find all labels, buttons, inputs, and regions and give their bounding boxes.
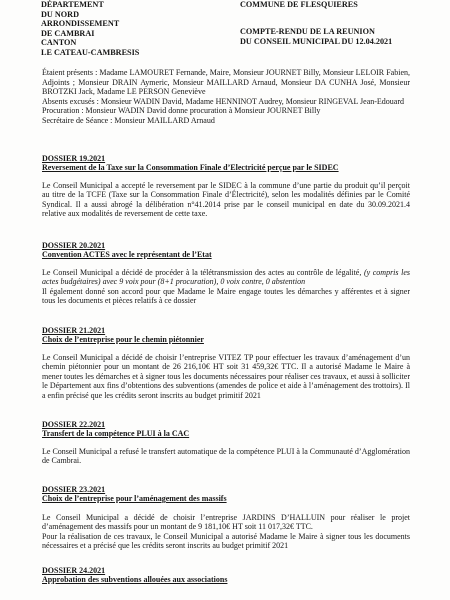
dossier-number: DOSSIER 24.2021	[42, 566, 106, 575]
dossier-paragraph: Le Conseil Municipal a décidé de choisir l’entreprise JARDINS D’HALLUIN pour réaliser le projet d’aménagement des massifs pour un montant de 9 181,10€ HT soit 11 017,32€ TTC.	[42, 513, 410, 532]
department-name-line: DU NORD	[41, 9, 79, 19]
arrondissement-line: ARRONDISSEMENT	[41, 19, 120, 28]
attendance-section	[42, 68, 410, 126]
canton-name-line: LE CATEAU-CAMBRESIS	[41, 47, 140, 57]
attendance-absents: Absents excusés : Monsieur WADIN David, Madame HENNINOT Audrey, Monsieur RINGEVAL Jean-Edouard	[42, 96, 405, 106]
dossier-body	[42, 513, 410, 551]
arrondissement-name-line: DE CAMBRAI	[41, 28, 95, 38]
report-date-line: DU CONSEIL MUNICIPAL DU 12.04.2021	[240, 36, 393, 46]
dossier-body	[42, 181, 410, 219]
dossier-paragraph: Pour la réalisation de ces travaux, le Conseil Municipal a autorisé Madame le Maire à signer tous les documents nécessaires et a précisé que les crédits seront inscrits au budget primitif 2021	[42, 531, 410, 551]
dossier-body	[42, 353, 410, 400]
dossier-number: DOSSIER 22.2021	[42, 420, 106, 429]
commune-name: COMMUNE DE FLESQUIERES	[240, 0, 358, 9]
attendance-presents: Étaient présents : Madame LAMOURET Fernande, Maire, Monsieur JOURNET Billy, Monsieur LELOIR Fabien, Adjoints ; Monsieur DRAIN Aymeric, Monsieur MAILLARD Arnaud, Monsieur DA CUNHA José, Monsieur BROTZKI Jack, Madame LE PERSON Geneviève	[42, 68, 410, 97]
attendance-secretaire: Secrétaire de Séance : Monsieur MAILLARD Arnaud	[42, 115, 215, 125]
dossier-subject: Choix de l’entreprise pour le chemin piétonnier	[42, 335, 204, 344]
dossier-subject: Approbation des subventions allouées aux associations	[42, 575, 228, 584]
vote-result: (y compris les actes budgétaires) avec 9 voix pour (8+1 procuration), 0 voix contre, 0 abstention	[42, 268, 410, 287]
dossier-number: DOSSIER 23.2021	[42, 485, 106, 494]
dossier-body	[42, 268, 410, 306]
dossier-subject: Convention ACTES avec le représentant de l’Etat	[42, 250, 212, 259]
canton-line: CANTON	[41, 38, 77, 47]
dossier-paragraph	[42, 268, 410, 287]
dossier-paragraph: Le Conseil Municipal a accepté le reversement par le SIDEC à la commune d’une partie du produit qu’il perçoit au titre de la TCFE (Taxe sur la Consommation Finale d’Électricité), selon les modalités définies par le Comité Syndical. Il a aussi abrogé la délibération n°41.2014 prise par le conseil municipal en date du 30.09.2021.4 relative aux modalités de reversement de cette taxe.	[42, 181, 410, 219]
dossier-paragraph: Le Conseil Municipal a refusé le transfert automatique de la compétence PLUI à la Communauté d’Agglomération de Cambrai.	[42, 447, 410, 466]
dossier-number: DOSSIER 21.2021	[42, 326, 106, 335]
dossier-number: DOSSIER 20.2021	[42, 241, 106, 250]
administrative-header	[41, 0, 139, 57]
dossier-number: DOSSIER 19.2021	[42, 154, 106, 163]
report-title: COMPTE-RENDU DE LA REUNION	[240, 27, 375, 36]
dossier-subject: Transfert de la compétence PLUI à la CAC	[42, 429, 190, 438]
dossier-subject: Choix de l’entreprise pour l’aménagement des massifs	[42, 494, 227, 503]
dossier-paragraph: Le Conseil Municipal a décidé de choisir l’entreprise VITEZ TP pour effectuer les travaux d’aménagement d’un chemin piétonnier pour un montant de 26 216,10€ HT soit 31 459,32€ TTC. Il a autorisé Madame le Maire à mener toutes les démarches et à signer tous les documents nécessaires pour réaliser ces travaux, et aussi à solliciter le Département aux fins d’obtentions des subventions (amendes de police et aide à l’aménagement des trottoirs). Il a enfin précisé que les crédits seront inscrits au budget primitif 2021	[42, 353, 410, 400]
dossier-subject: Reversement de la Taxe sur la Consommation Finale d’Electricité perçue par le SIDEC	[42, 163, 339, 172]
dossier-paragraph: Il également donné son accord pour que Madame le Maire engage toutes les démarches y afférentes et à signer tous les documents et pièces relatifs à ce dossier	[42, 286, 410, 306]
dossier-body	[42, 447, 410, 466]
department-line: DÉPARTEMENT	[41, 0, 104, 9]
decision-text: Le Conseil Municipal a décidé de procéder à la télétransmission des actes au contrôle de légalité,	[42, 268, 364, 277]
attendance-procuration: Procuration : Monsieur WADIN David donne procuration à Monsieur JOURNET Billy	[42, 106, 321, 116]
